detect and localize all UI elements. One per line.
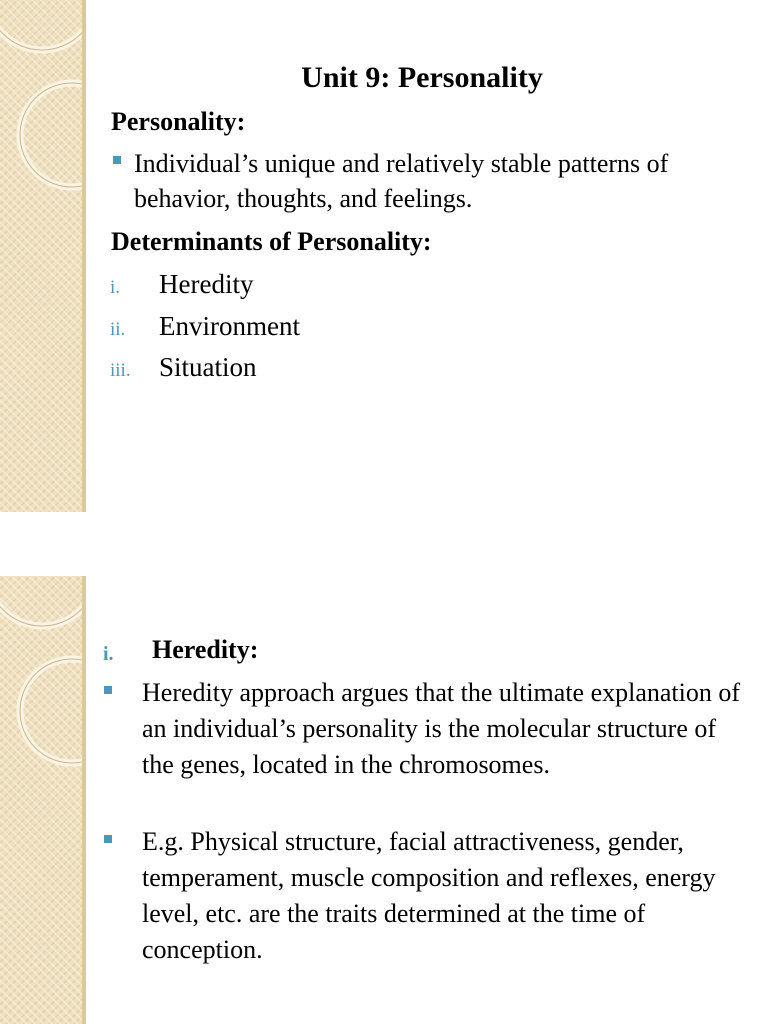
bullet-icon: [104, 686, 112, 694]
slide-gap: [0, 512, 768, 576]
decorative-side-strip: [0, 576, 84, 1024]
determinant-numeral: iii.: [110, 360, 131, 381]
strip-edge: [82, 576, 86, 1024]
slide-title: Unit 9: Personality: [301, 61, 543, 94]
decorative-rings: [0, 0, 84, 512]
section-numeral: i.: [103, 643, 114, 665]
determinant-numeral: i.: [110, 277, 121, 298]
bullet-icon: [113, 156, 121, 164]
point-text: E.g. Physical structure, facial attractiveness, gender, temperament, muscle composition and reflexes, energy level, etc. are the traits determined at the time of conception.: [142, 827, 716, 964]
bullet-icon: [104, 835, 112, 843]
decorative-rings: [0, 576, 84, 1024]
determinant-numeral: ii.: [110, 319, 126, 340]
section-heading: Heredity:: [152, 635, 259, 664]
heading-determinants: Determinants of Personality:: [111, 227, 432, 256]
determinant-item: Heredity: [159, 269, 254, 299]
point-text: Heredity approach argues that the ultimate explanation of an individual’s personality is the molecular structure of the genes, located in the chromosomes.: [142, 678, 741, 779]
determinant-item: Environment: [159, 311, 300, 341]
definition-text: Individual’s unique and relatively stable patterns of behavior, thoughts, and feelings.: [134, 149, 669, 213]
decorative-side-strip: [0, 0, 84, 512]
slide-2: [0, 576, 768, 1024]
heading-personality: Personality:: [111, 107, 246, 136]
determinant-item: Situation: [159, 352, 257, 382]
